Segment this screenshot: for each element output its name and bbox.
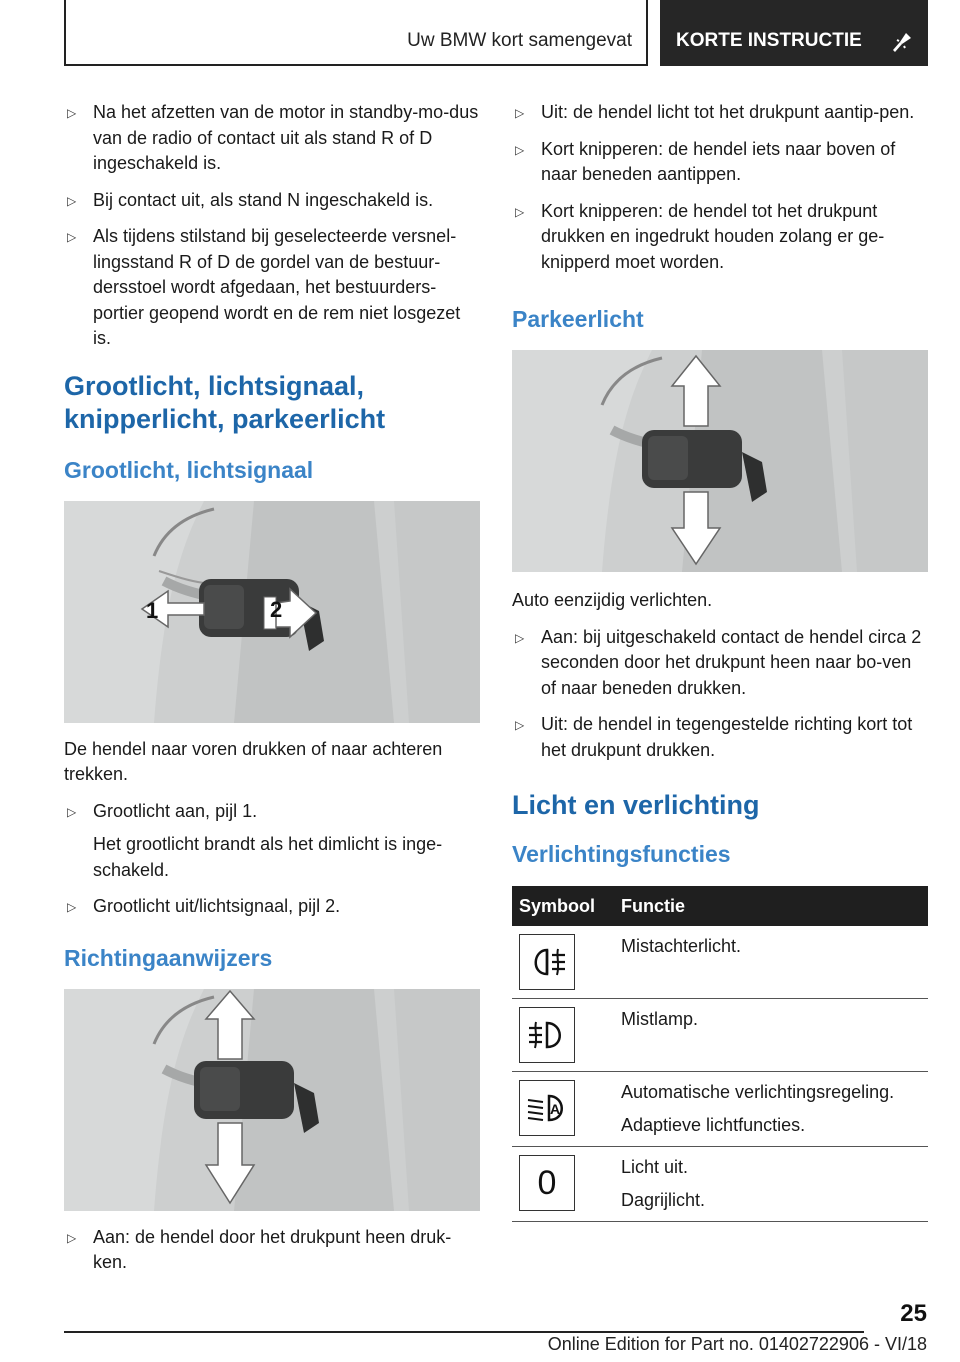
figure-high-beam-lever: [64, 501, 480, 723]
high-beam-text: De hendel naar voren drukken of naar achteren trekken.: [64, 738, 443, 784]
flash-icon: [892, 32, 912, 54]
triangle-bullet-icon: ▷: [515, 106, 525, 120]
triangle-bullet-icon: ▷: [515, 718, 525, 732]
triangle-bullet-icon: ▷: [515, 630, 525, 645]
table-header-row: [512, 886, 928, 926]
section-tab: [660, 0, 928, 66]
column-header-function: Functie: [621, 886, 928, 926]
footer-divider: [64, 1331, 864, 1333]
rear-fog-light-icon: [519, 934, 575, 990]
figure-turn-signal-lever: [64, 989, 480, 1211]
heading-lights: Grootlicht, lichtsignaal, knipperlicht, parkeerlicht: [64, 370, 386, 434]
list-item: ▷ Uit: de hendel in tegengestelde richting kort tot het drukpunt drukken.: [515, 714, 913, 760]
list-item: ▷ Uit: de hendel licht tot het drukpunt aantip-pen.: [512, 100, 928, 126]
column-header-symbol: Symbool: [512, 886, 621, 926]
triangle-bullet-icon: ▷: [67, 900, 77, 914]
figure-parking-light-lever: [512, 350, 928, 572]
lighting-functions-table: [512, 886, 928, 1222]
heading-high-beam: Grootlicht, lichtsignaal: [64, 456, 314, 483]
light-off-icon: 0: [519, 1155, 575, 1211]
heading-lighting-functions: Verlichtingsfuncties: [512, 841, 731, 867]
list-item: ▷ Aan: bij uitgeschakeld contact de hendel circa 2 seconden door het drukpunt heen naar bo-ven of naar beneden drukken.: [515, 626, 922, 698]
triangle-bullet-icon: ▷: [67, 193, 77, 208]
table-row: [512, 926, 928, 999]
function-description: Adaptieve lichtfuncties.: [621, 1115, 806, 1135]
triangle-bullet-icon: ▷: [67, 230, 77, 244]
list-item: ▷ Grootlicht aan, pijl 1.: [64, 799, 480, 825]
function-description: Dagrijlicht.: [621, 1190, 706, 1210]
list-item: ▷ Grootlicht uit/lichtsignaal, pijl 2.: [64, 894, 480, 920]
footer-edition: Online Edition for Part no. 01402722906 - VI/18: [547, 1334, 927, 1354]
function-description: Mistlamp.: [621, 1009, 699, 1029]
table-row: [512, 999, 928, 1072]
list-item-note: Het grootlicht brandt als het dimlicht is inge-schakeld.: [93, 834, 443, 880]
list-item: ▷ Als tijdens stilstand bij geselecteerde versnel-lingsstand R of D de gordel van de bestuur-dersstoel wordt afgedaan, het bestuurders-portier geopend wordt en de rem niet losgezet is.: [67, 226, 461, 348]
page-number: 25: [900, 1300, 927, 1327]
list-item: ▷ Aan: de hendel door het drukpunt heen druk-ken.: [67, 1226, 452, 1272]
triangle-bullet-icon: ▷: [515, 142, 525, 157]
function-description: Mistachterlicht.: [621, 936, 742, 956]
heading-parking-light: Parkeerlicht: [512, 306, 644, 332]
parking-light-text: Auto eenzijdig verlichten.: [512, 590, 713, 610]
auto-light-icon: [519, 1080, 575, 1136]
function-description: Automatische verlichtingsregeling.: [621, 1082, 895, 1102]
list-item: ▷ Kort knipperen: de hendel tot het drukpunt drukken en ingedrukt houden zolang er ge-knipperd moet worden.: [515, 200, 885, 272]
heading-lighting: Licht en verlichting: [512, 790, 760, 820]
heading-turn-signals: Richtingaanwijzers: [64, 944, 273, 971]
right-column: [512, 100, 928, 1222]
section-title: Uw BMW kort samengevat: [64, 0, 648, 66]
triangle-bullet-icon: ▷: [67, 804, 77, 819]
triangle-bullet-icon: ▷: [67, 106, 77, 120]
left-column: [64, 100, 480, 1287]
triangle-bullet-icon: ▷: [67, 1230, 77, 1245]
table-row: [512, 1147, 928, 1222]
list-item: ▷ Kort knipperen: de hendel iets naar boven of naar beneden aantippen.: [515, 138, 896, 184]
table-row: [512, 1072, 928, 1147]
section-tab-label: KORTE INSTRUCTIE: [676, 30, 862, 51]
arrow-2-label: 2: [270, 596, 283, 622]
svg-text:A: A: [550, 1101, 561, 1117]
function-description: Licht uit.: [621, 1157, 689, 1177]
triangle-bullet-icon: ▷: [515, 204, 525, 219]
fog-lamp-icon: [519, 1007, 575, 1063]
page-header: [64, 0, 928, 66]
list-item: ▷ Bij contact uit, als stand N ingeschakeld is.: [64, 188, 480, 214]
list-item: ▷ Na het afzetten van de motor in standby-mo-dus van de radio of contact uit als stand R of D ingeschakeld is.: [67, 102, 479, 173]
arrow-1-label: 1: [146, 597, 159, 623]
